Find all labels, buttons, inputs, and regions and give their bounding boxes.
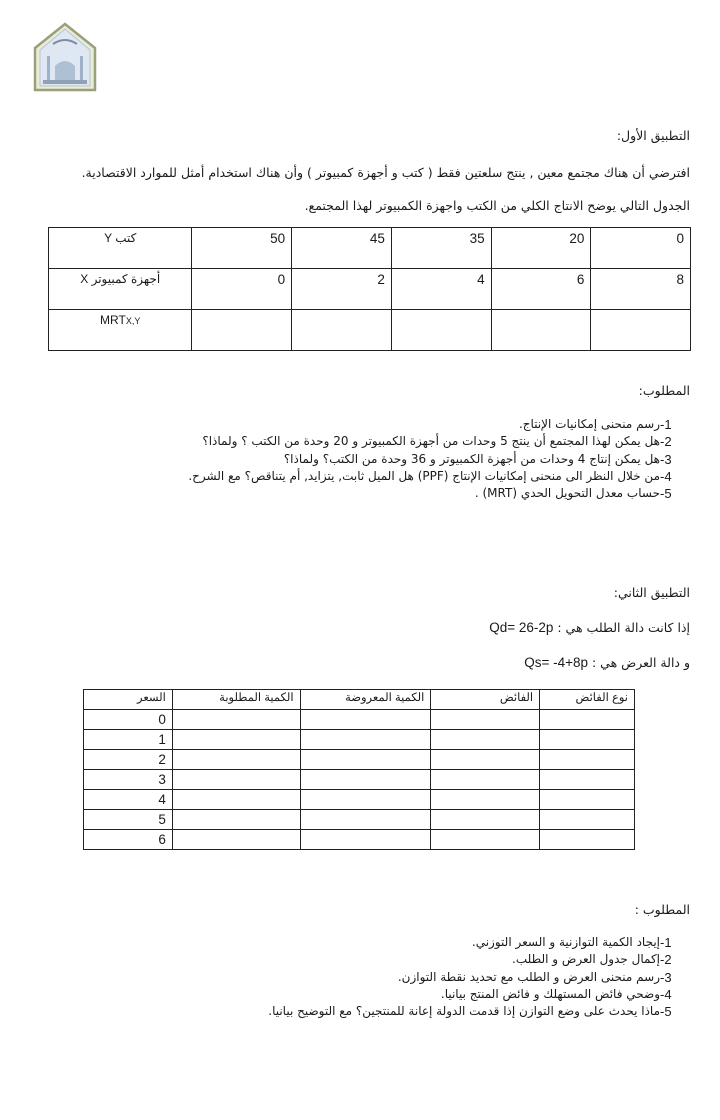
table-cell: 8 [591, 269, 691, 310]
list-item [188, 451, 690, 468]
list-item [188, 468, 690, 485]
column-header-price: السعر [84, 690, 173, 710]
table-cell-empty [172, 810, 300, 830]
price-cell: 2 [84, 750, 173, 770]
supply-function [524, 655, 690, 670]
table-cell: 0 [192, 269, 292, 310]
item-number: -2 [660, 434, 672, 450]
table-cell-empty [172, 750, 300, 770]
table-cell-empty [431, 790, 540, 810]
production-table [48, 227, 691, 351]
item-number: -1 [660, 935, 672, 950]
item-number: -3 [660, 451, 672, 467]
section2-title: التطبيق الثاني: [613, 585, 690, 600]
table-cell-empty [172, 830, 300, 850]
table-row [84, 730, 635, 750]
table-cell-empty [540, 810, 635, 830]
item-text: رسم منحنى العرض و الطلب مع تحديد نقطة التوازن. [397, 969, 660, 984]
column-header-surplus: الفائض [431, 690, 540, 710]
table-cell: 0 [591, 228, 691, 269]
table-cell-empty [172, 790, 300, 810]
table-cell: 50 [192, 228, 292, 269]
section1-title: التطبيق الأول: [616, 128, 690, 143]
item-number: -4 [660, 986, 672, 1002]
table-cell-empty [431, 830, 540, 850]
table-cell-empty [172, 770, 300, 790]
item-text: ماذا يحدث على وضع التوازن إذا قدمت الدولة إعانة للمنتجين؟ مع التوضيح بيانيا. [268, 1004, 660, 1019]
row-label: X أجهزة كمبيوتر [49, 269, 192, 310]
university-seal-icon [33, 22, 97, 92]
table-cell-empty [540, 710, 635, 730]
table-header-row [84, 690, 635, 710]
table-row-computers [49, 269, 691, 310]
column-header-quantity-demanded: الكمية المطلوبة [172, 690, 300, 710]
item-text: رسم منحنى إمكانيات الإنتاج. [518, 417, 660, 431]
section2-required-title: المطلوب : [634, 902, 690, 917]
item-number: -5 [660, 1004, 672, 1020]
supply-equation: Qs= -4+8p [524, 655, 588, 670]
table-cell-empty [431, 810, 540, 830]
row-label: Y كتب [49, 228, 192, 269]
table-cell-empty [431, 750, 540, 770]
supply-demand-table [83, 689, 635, 850]
item-text: هل يمكن لهذا المجتمع أن ينتج 5 وحدات من أجهزة الكمبيوتر و 20 وحدة من الكتب ؟ ولماذا؟ [202, 434, 660, 449]
table-row-mrt [49, 310, 691, 351]
table-cell-empty [540, 730, 635, 750]
table-cell-empty [491, 310, 591, 351]
table-cell-empty [300, 710, 431, 730]
table-row [84, 770, 635, 790]
table-row [84, 830, 635, 850]
list-item [268, 934, 690, 951]
table-cell-empty [391, 310, 491, 351]
table-row [84, 710, 635, 730]
mrt-subscript: X,Y [125, 316, 141, 326]
table-cell-empty [540, 770, 635, 790]
table-cell: 35 [391, 228, 491, 269]
section1-required-title: المطلوب: [638, 383, 690, 398]
item-text: إكمال جدول العرض و الطلب. [512, 952, 660, 967]
price-cell: 1 [84, 730, 173, 750]
item-number: -4 [660, 468, 672, 484]
table-cell-empty [300, 750, 431, 770]
table-cell-empty [172, 710, 300, 730]
item-text: وضحي فائض المستهلك و فائض المنتج بيانيا. [440, 986, 660, 1001]
section1-questions [188, 416, 690, 502]
price-cell: 0 [84, 710, 173, 730]
table-cell-empty [292, 310, 392, 351]
table-row [84, 790, 635, 810]
table-cell: 4 [391, 269, 491, 310]
price-cell: 6 [84, 830, 173, 850]
table-cell-empty [172, 730, 300, 750]
table-row-books [49, 228, 691, 269]
supply-label: و دالة العرض هي : [591, 655, 690, 670]
table-cell: 6 [491, 269, 591, 310]
item-text: إيجاد الكمية التوازنية و السعر التوزني. [471, 935, 660, 949]
list-item [268, 1003, 690, 1020]
column-header-quantity-supplied: الكمية المعروضة [300, 690, 431, 710]
price-cell: 5 [84, 810, 173, 830]
item-number: -5 [660, 486, 672, 502]
university-logo [33, 22, 97, 92]
column-header-surplus-type: نوع الفائض [540, 690, 635, 710]
list-item [188, 433, 690, 450]
section1-paragraph-2: الجدول التالي يوضح الانتاج الكلي من الكتب واجهزة الكمبيوتر لهذا المجتمع. [304, 198, 690, 213]
demand-equation: Qd= 26-2p [489, 620, 554, 635]
table-cell: 20 [491, 228, 591, 269]
item-text: هل يمكن إنتاج 4 وحدات من أجهزة الكمبيوتر و 36 وحدة من الكتب؟ ولماذا؟ [283, 451, 660, 466]
table-cell-empty [540, 790, 635, 810]
table-cell-empty [300, 810, 431, 830]
price-cell: 4 [84, 790, 173, 810]
price-cell: 3 [84, 770, 173, 790]
table-cell-empty [540, 830, 635, 850]
item-text: من خلال النظر الى منحنى إمكانيات الإنتاج (PPF) هل الميل ثابت, يتزايد, أم يتناقص؟ مع الشرح. [188, 468, 660, 483]
list-item [188, 416, 690, 433]
table-cell-empty [431, 710, 540, 730]
table-cell-empty [591, 310, 691, 351]
section1-paragraph-1: افترضي أن هناك مجتمع معين , ينتج سلعتين فقط ( كتب و أجهزة كمبيوتر ) وأن هناك استخدام أمثل للموارد الاقتصادية. [81, 165, 690, 180]
item-number: -1 [660, 417, 672, 432]
list-item [188, 485, 690, 502]
table-cell-empty [192, 310, 292, 351]
table-cell: 2 [292, 269, 392, 310]
list-item [268, 986, 690, 1003]
table-row [84, 750, 635, 770]
table-cell-empty [300, 830, 431, 850]
list-item [268, 969, 690, 986]
demand-function [489, 620, 690, 635]
list-item [268, 951, 690, 968]
item-text: حساب معدل التحويل الحدي (MRT) . [474, 486, 660, 501]
table-cell-empty [300, 790, 431, 810]
table-cell: 45 [292, 228, 392, 269]
row-label [49, 310, 192, 351]
mrt-label: MRT [100, 313, 126, 327]
demand-label: إذا كانت دالة الطلب هي : [557, 620, 690, 635]
table-row [84, 810, 635, 830]
table-cell-empty [300, 730, 431, 750]
table-cell-empty [431, 730, 540, 750]
table-cell-empty [540, 750, 635, 770]
item-number: -2 [660, 952, 672, 968]
table-cell-empty [300, 770, 431, 790]
section2-questions [268, 934, 690, 1020]
item-number: -3 [660, 969, 672, 985]
table-cell-empty [431, 770, 540, 790]
